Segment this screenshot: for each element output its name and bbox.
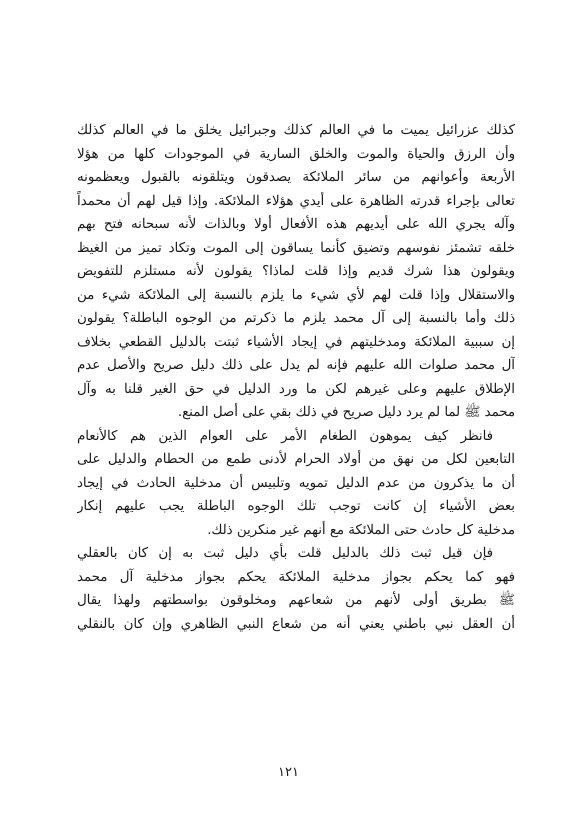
text-line: الإطلاق عليهم وعلى غيرهم لكن ما ورد الدليل في حق الغير قلنا به وآل bbox=[77, 381, 515, 397]
text-line: مدخلية كل حادث حتى الملائكة مع أنهم غير منكرين ذلك. bbox=[207, 522, 515, 538]
text-line: أن العقل نبي باطني يعني أنه من شعاع النبي الظاهري وإن كان بالنقلي bbox=[77, 616, 515, 632]
text-line: محمد ﷺ لما لم يرد دليل صريح في ذلك بقي على أصل المنع. bbox=[177, 405, 515, 420]
text-line: ذلك وأما بالنسبة إلى آل محمد يلزم ما ذكرتم من الوجوه الباطلة؟ يقولون bbox=[77, 311, 515, 326]
text-line: فإن قيل ثبت ذلك بالدليل قلت بأي دليل ثبت به إن كان بالعقلي bbox=[77, 546, 493, 561]
text-line: خلقه تشمئز نفوسهم وتضيق كأنما يساقون إلى الموت وتكاد تميز من الغيظ bbox=[77, 240, 515, 256]
text-line: كذلك عزرائيل يميت ما في العالم كذلك وجبرائيل يخلق ما في العالم كذلك bbox=[77, 123, 515, 138]
text-line: ويقولون هذا شرك قديم وإذا قلت لماذا؟ يقولون لأنه مستلزم للتفويض bbox=[77, 264, 515, 279]
text-line: والاستقلال وإذا قلت لهم لأي شيء ما يلزم بالنسبة إلى الملائكة شيء من bbox=[77, 287, 515, 303]
text-line: بعض الأشياء إن كانت توجب تلك الوجوه الباطلة يجب عليهم إنكار bbox=[77, 499, 515, 514]
text-line: وآله يجري الله على أيديهم هذه الأفعال أولا وبالذات لأنه سبحانه فتح بهم bbox=[77, 217, 515, 232]
text-line: فهو كما يحكم بجواز مدخلية الملائكة يحكم بجواز مدخلية آل محمد bbox=[77, 569, 515, 585]
text-line: تعالى بإجراء قدرته الظاهرة على أيدي هؤلاء الملائكة. وإذا قيل لهم أن محمداً bbox=[77, 193, 515, 209]
body-text bbox=[77, 119, 515, 636]
text-line: إن سببية الملائكة ومدخليتهم في إيجاد الأشياء ثبتت بالدليل القطعي بخلاف bbox=[77, 334, 515, 350]
text-line: ﷺ بطريق أولى لأنهم من شعاعهم ومخلوقون بواسطتهم ولهذا يقال bbox=[77, 593, 515, 608]
text-line: آل محمد صلوات الله عليهم فإنه لم يدل على ذلك دليل صريح والأصل عدم bbox=[77, 358, 515, 373]
text-line: التابعين لكل من نهق من أولاد الحرام لأدنى طمع من الحطام والدليل على bbox=[77, 452, 515, 467]
text-line: الأربعة وأعوانهم من سائر الملائكة يصدقون ويتلقونه بالقبول ويعظمونه bbox=[77, 170, 515, 185]
text-line: فانظر كيف يموهون الطغام الأمر على العوام الذين هم كالأنعام bbox=[77, 428, 493, 444]
text-line: وأن الرزق والحياة والموت والخلق السارية في الموجودات كلها من هؤلا bbox=[77, 146, 515, 162]
text-line: أن ما يذكرون من عدم الدليل تمويه وتلبيس أن مدخلية الحادث في إيجاد bbox=[77, 475, 515, 491]
page-number: ١٢١ bbox=[278, 765, 299, 780]
